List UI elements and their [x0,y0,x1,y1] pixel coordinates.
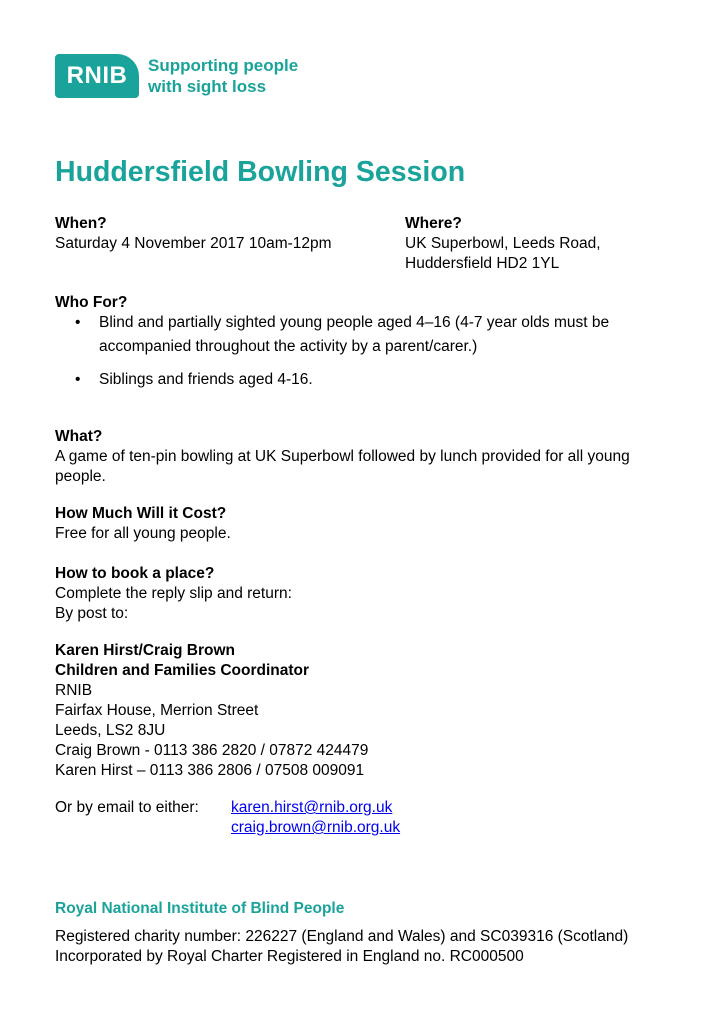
who-for-item: • Blind and partially sighted young people aged 4–16 (4-7 year olds must be accompanied throughout the activity by a parent/carer.) [55,311,675,359]
page-title: Huddersfield Bowling Session [55,156,466,188]
rnib-logo [55,54,298,98]
cost-heading: How Much Will it Cost? [55,505,227,522]
cost-text: Free for all young people. [55,525,231,542]
what-heading: What? [55,428,103,445]
who-for-item: • Siblings and friends aged 4-16. [55,370,675,390]
who-for-list [55,311,675,390]
contact-phone2: Karen Hirst – 0113 386 2806 / 07508 009091 [55,762,365,779]
email-label: Or by email to either: [55,799,199,816]
what-text: A game of ten-pin bowling at UK Superbowl followed by lunch provided for all young people. [55,448,630,485]
where-line1: UK Superbowl, Leeds Road, [405,235,601,252]
logo-tagline [148,55,298,97]
where-line2: Huddersfield HD2 1YL [405,255,560,272]
contact-address1: Fairfax House, Merrion Street [55,702,259,719]
where-section [405,214,601,274]
contact-section [55,641,368,781]
footer-line1: Registered charity number: 226227 (England and Wales) and SC039316 (Scotland) [55,928,629,945]
booking-section [55,564,292,624]
contact-org: RNIB [55,682,93,699]
who-for-heading: Who For? [55,294,128,311]
when-heading: When? [55,215,107,232]
logo-badge: RNIB [55,54,139,98]
what-section [55,427,675,487]
cost-section [55,504,231,544]
footer-line2: Incorporated by Royal Charter Registered in England no. RC000500 [55,948,524,965]
contact-phone1: Craig Brown - 0113 386 2820 / 07872 424479 [55,742,369,759]
where-heading: Where? [405,215,462,232]
footer-registration [55,927,628,967]
logo-tagline-line2: with sight loss [148,77,267,96]
logo-tagline-line1: Supporting people [148,56,299,75]
booking-line1: Complete the reply slip and return: [55,585,292,602]
email-section [55,798,400,838]
contact-name: Karen Hirst/Craig Brown [55,642,236,659]
email-link-karen[interactable]: karen.hirst@rnib.org.uk [231,799,393,816]
footer-org-name: Royal National Institute of Blind People [55,900,345,917]
when-text: Saturday 4 November 2017 10am-12pm [55,235,332,252]
booking-line2: By post to: [55,605,129,622]
who-for-section [55,293,675,390]
contact-role: Children and Families Coordinator [55,662,310,679]
contact-address2: Leeds, LS2 8JU [55,722,166,739]
when-section [55,214,332,254]
email-link-craig[interactable]: craig.brown@rnib.org.uk [231,819,401,836]
booking-heading: How to book a place? [55,565,215,582]
